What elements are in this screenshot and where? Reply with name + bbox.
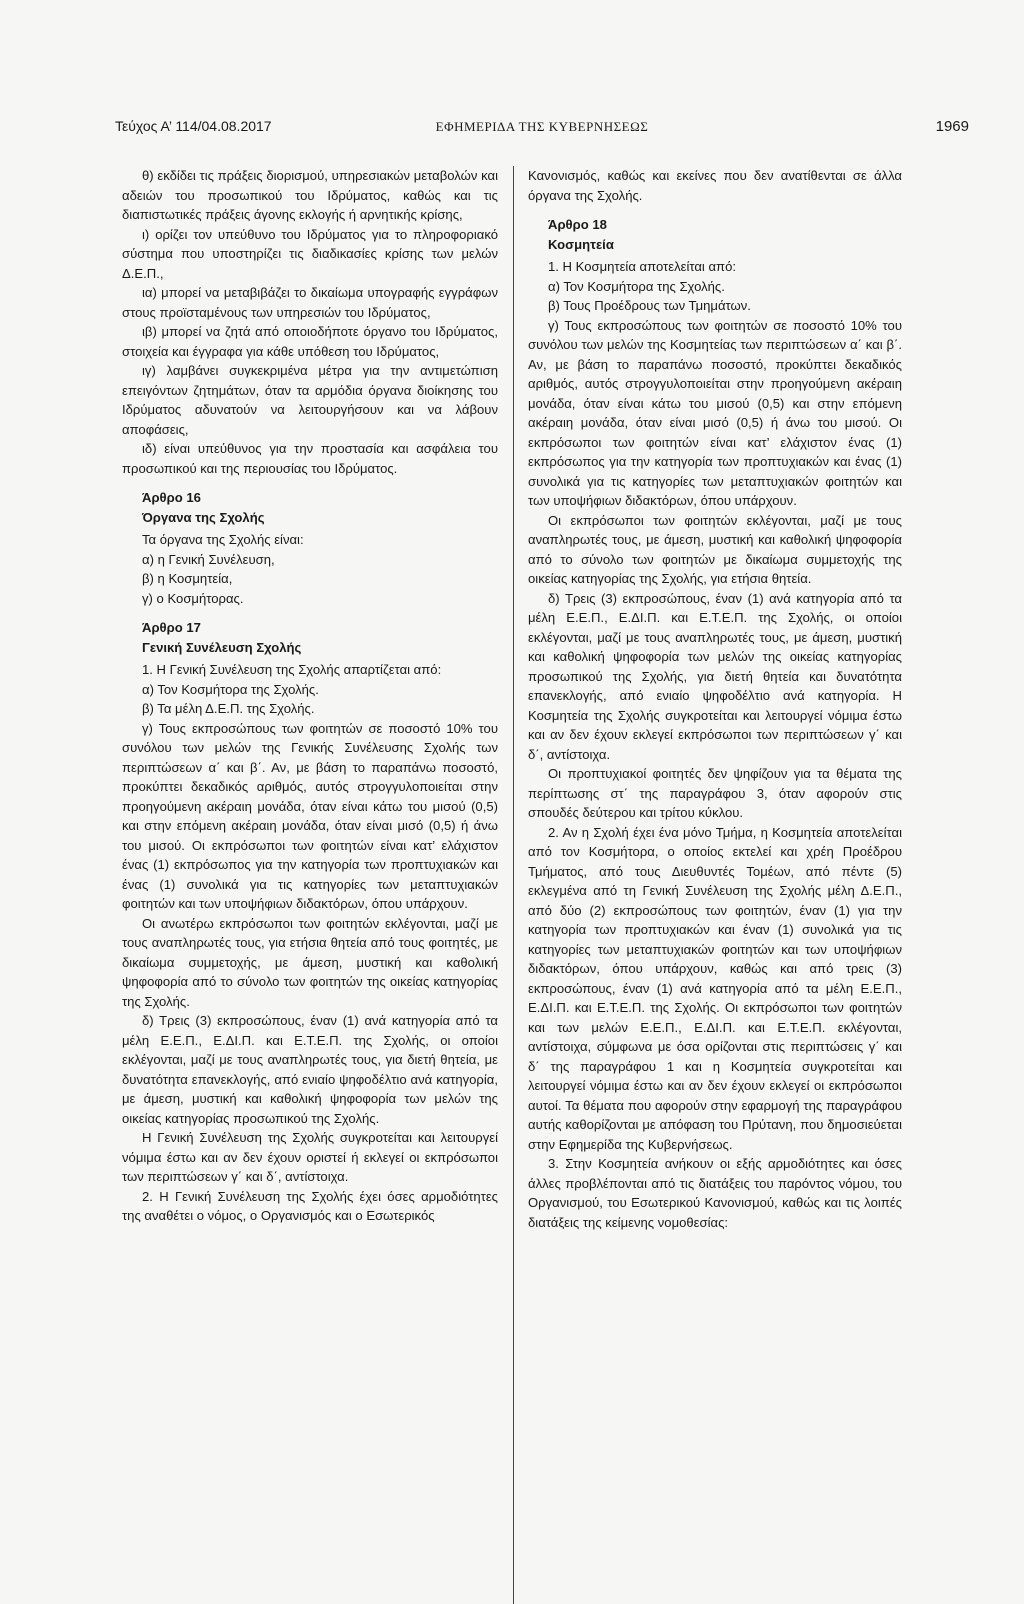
article-title: Γενική Συνέλευση Σχολής [142,640,302,655]
page-number: 1969 [935,118,969,135]
column-divider [513,166,514,1604]
paragraph: θ) εκδίδει τις πράξεις διορισμού, υπηρεσιακών μεταβολών και αδειών του προσωπικού του Ιδρύματος, καθώς και τις διαπιστωτικές πράξεις άγονης εκλογής ή αρνητικής κρίσης, [122,168,498,222]
list-item: β) Τα μέλη Δ.Ε.Π. της Σχολής. [142,701,315,716]
paragraph: Η Γενική Συνέλευση της Σχολής συγκροτείται και λειτουργεί νόμιμα έστω και αν δεν έχουν οριστεί ή εκλεγεί οι εκπρόσωποι των περιπτώσεων γ΄ και δ΄, αντίστοιχα. [122,1130,498,1184]
article-title: Όργανα της Σχολής [142,510,265,525]
list-item: α) Τον Κοσμήτορα της Σχολής. [142,681,319,697]
paragraph: δ) Τρεις (3) εκπροσώπους, έναν (1) ανά κατηγορία από τα μέλη Ε.Ε.Π., Ε.ΔΙ.Π. και Ε.Τ.Ε.Π. της Σχολής, οι οποίοι εκλέγονται, μαζί με τους αναπληρωτές τους, με άμεση, μυστική και καθολική ψηφοφορία των μελών της οικείας κατηγορίας προσωπικού της Σχολής, για διετή θητεία και δυνατότητα επανεκλογής, από ενιαίο ψηφοδέλτιο ανά κατηγορία. Η Κοσμητεία της Σχολής συγκροτείται και λειτουργεί νόμιμα έστω και αν δεν έχουν εκλεγεί εκπρόσωποι των περιπτώσεων γ΄ και δ΄, αντίστοιχα. [528,590,902,762]
paragraph: Οι προπτυχιακοί φοιτητές δεν ψηφίζουν για τα θέματα της περίπτωσης στ΄ της παραγράφου 3, όταν αφορούν στις σπουδές δεύτερου και τρίτου κύκλου. [528,766,902,820]
gazette-title: ΕΦΗΜΕΡΙΔΑ ΤΗΣ ΚΥΒΕΡΝΗΣΕΩΣ [435,119,649,134]
paragraph: ιδ) είναι υπεύθυνος για την προστασία και ασφάλεια του προσωπικού και της περιουσίας του Ιδρύματος. [122,441,498,476]
paragraph: ι) ορίζει τον υπεύθυνο του Ιδρύματος για το πληροφοριακό σύστημα που υποστηρίζει τις διαδικασίες κρίσης των μελών Δ.Ε.Π., [122,226,498,281]
list-item: α) Τον Κοσμήτορα της Σχολής. [548,278,725,294]
list-item: β) η Κοσμητεία, [142,571,233,586]
paragraph: Τα όργανα της Σχολής είναι: [142,532,304,547]
right-column [528,166,902,1232]
article-heading: Άρθρο 18 [548,217,607,232]
paragraph: Οι εκπρόσωποι των φοιτητών εκλέγονται, μαζί με τους αναπληρωτές τους, με άμεση, μυστική και καθολική ψηφοφορία από το σύνολο των φοιτητών με δικαίωμα συμμετοχής της οικείας κατηγορίας της Σχολής, για ετήσια θητεία. [528,512,902,586]
article-heading: Άρθρο 16 [142,490,201,505]
paragraph: Κανονισμός, καθώς και εκείνες που δεν ανατίθενται σε άλλα όργανα της Σχολής. [528,168,902,203]
page-header [115,118,969,142]
paragraph: 1. Η Κοσμητεία αποτελείται από: [548,259,736,274]
left-column [122,166,498,1226]
list-item: γ) ο Κοσμήτορας. [142,590,244,606]
paragraph: γ) Τους εκπροσώπους των φοιτητών σε ποσοστό 10% του συνόλου των μελών της Γενικής Συνέλευσης Σχολής των περιπτώσεων α΄ και β΄. Αν, με βάση το παραπάνω ποσοστό, προκύπτει δεκαδικός αριθμός, αυτός στρογγυλοποιείται στην προηγούμενη ακέραιη μονάδα, όταν είναι κάτω του μισού (0,5) και στην επόμενη ακέραιη μονάδα, όταν είναι μισό (0,5) ή άνω του μισού. Οι εκπρόσωποι των φοιτητών είναι κατ’ ελάχιστον ένας (1) εκπρόσωπος για την κατηγορία των προπτυχιακών και ένας (1) συνολικά για τις κατηγορίες των μεταπτυχιακών φοιτητών και των υποψήφιων διδακτόρων, όπου υπάρχουν. [122,720,498,911]
paragraph: ιγ) λαμβάνει συγκεκριμένα μέτρα για την αντιμετώπιση επειγόντων ζητημάτων, όταν τα αρμόδια όργανα διοίκησης του Ιδρύματος αδυνατούν να λειτουργήσουν και να λάβουν αποφάσεις, [122,363,498,437]
paragraph: γ) Τους εκπροσώπους των φοιτητών σε ποσοστό 10% του συνόλου των μελών της Κοσμητείας των περιπτώσεων α΄ και β΄. Αν, με βάση το παραπάνω ποσοστό, προκύπτει δεκαδικός αριθμός, αυτός στρογγυλοποιείται στην προηγούμενη ακέραιη μονάδα, όταν είναι κάτω του μισού (0,5) και στην επόμενη ακέραιη μονάδα, όταν είναι μισό (0,5) ή άνω του μισού. Οι εκπρόσωποι των φοιτητών είναι κατ’ ελάχιστον ένας (1) εκπρόσωπος για την κατηγορία των προπτυχιακών και ένας (1) συνολικά για τις κατηγορίες των μεταπτυχιακών φοιτητών και των υποψήφιων διδακτόρων, όπου υπάρχουν. [528,317,902,508]
paragraph: Οι ανωτέρω εκπρόσωποι των φοιτητών εκλέγονται, μαζί με τους αναπληρωτές τους, για ετήσια θητεία από τους φοιτητές, με δικαίωμα συμμετοχής, με άμεση, μυστική και καθολική ψηφοφορία από το σύνολο των φοιτητών της οικείας κατηγορίας της Σχολής. [122,915,498,1009]
paragraph: 2. Αν η Σχολή έχει ένα μόνο Τμήμα, η Κοσμητεία αποτελείται από τον Κοσμήτορα, ο οποίος εκτελεί και χρέη Προέδρου Τμήματος, από τους Διευθυντές Τομέων, από πέντε (5) εκλεγμένα από τη Γενική Συνέλευση της Σχολής μέλη Δ.Ε.Π., από δύο (2) εκπροσώπους των φοιτητών, έναν (1) για την κατηγορία των προπτυχιακών και έναν (1) συνολικά για τις κατηγορίες των μεταπτυχιακών φοιτητών και των υποψήφιων διδακτόρων, όπου υπάρχουν, καθώς και από τρεις (3) εκπροσώπους, έναν (1) ανά κατηγορία από τα μέλη Ε.Ε.Π., Ε.ΔΙ.Π. και Ε.Τ.Ε.Π. της Σχολής. Οι εκπρόσωποι των φοιτητών και των μελών Ε.Ε.Π., Ε.ΔΙ.Π. και Ε.Τ.Ε.Π. εκλέγονται, αντίστοιχα, σύμφωνα με όσα ορίζονται στις περιπτώσεις γ΄ και δ΄ της παραγράφου 1 και η Κοσμητεία συγκροτείται και λειτουργεί νόμιμα έστω και αν δεν έχουν εκλεγεί οι εκπρόσωποι αυτοί. Τα θέματα που αφορούν στην εφαρμογή της παραγράφου αυτής καθορίζονται με απόφαση του Πρύτανη, που δημοσιεύεται στην Εφημερίδα της Κυβερνήσεως. [528,824,902,1152]
list-item: α) η Γενική Συνέλευση, [142,551,275,567]
paragraph: 3. Στην Κοσμητεία ανήκουν οι εξής αρμοδιότητες και όσες άλλες προβλέπονται από τις διατάξεις του παρόντος νόμου, του Οργανισμού, του Εσωτερικού Κανονισμού, καθώς και τις λοιπές διατάξεις της κείμενης νομοθεσίας: [528,1156,902,1230]
article-heading: Άρθρο 17 [142,620,201,635]
issue-label: Τεύχος Α’ 114/04.08.2017 [115,118,272,134]
paragraph: δ) Τρεις (3) εκπροσώπους, έναν (1) ανά κατηγορία από τα μέλη Ε.Ε.Π., Ε.ΔΙ.Π. και Ε.Τ.Ε.Π. της Σχολής, οι οποίοι εκλέγονται, μαζί με τους αναπληρωτές τους, για διετή θητεία, με δυνατότητα επανεκλογής, από ενιαίο ψηφοδέλτιο ανά κατηγορία, με άμεση, μυστική και καθολική ψηφοφορία των μελών της οικείας κατηγορίας προσωπικού της Σχολής. [122,1013,498,1126]
list-item: β) Τους Προέδρους των Τμημάτων. [548,298,751,313]
article-title: Κοσμητεία [548,237,614,252]
paragraph: 2. Η Γενική Συνέλευση της Σχολής έχει όσες αρμοδιότητες της αναθέτει ο νόμος, ο Οργανισμός και ο Εσωτερικός [122,1188,498,1223]
paragraph: ια) μπορεί να μεταβιβάζει το δικαίωμα υπογραφής εγγράφων στους προϊσταμένους των υπηρεσιών του Ιδρύματος, [122,285,498,320]
paragraph: ιβ) μπορεί να ζητά από οποιοδήποτε όργανο του Ιδρύματος, στοιχεία και έγγραφα για κάθε υπόθεση του Ιδρύματος, [122,324,498,359]
paragraph: 1. Η Γενική Συνέλευση της Σχολής απαρτίζεται από: [142,662,442,677]
